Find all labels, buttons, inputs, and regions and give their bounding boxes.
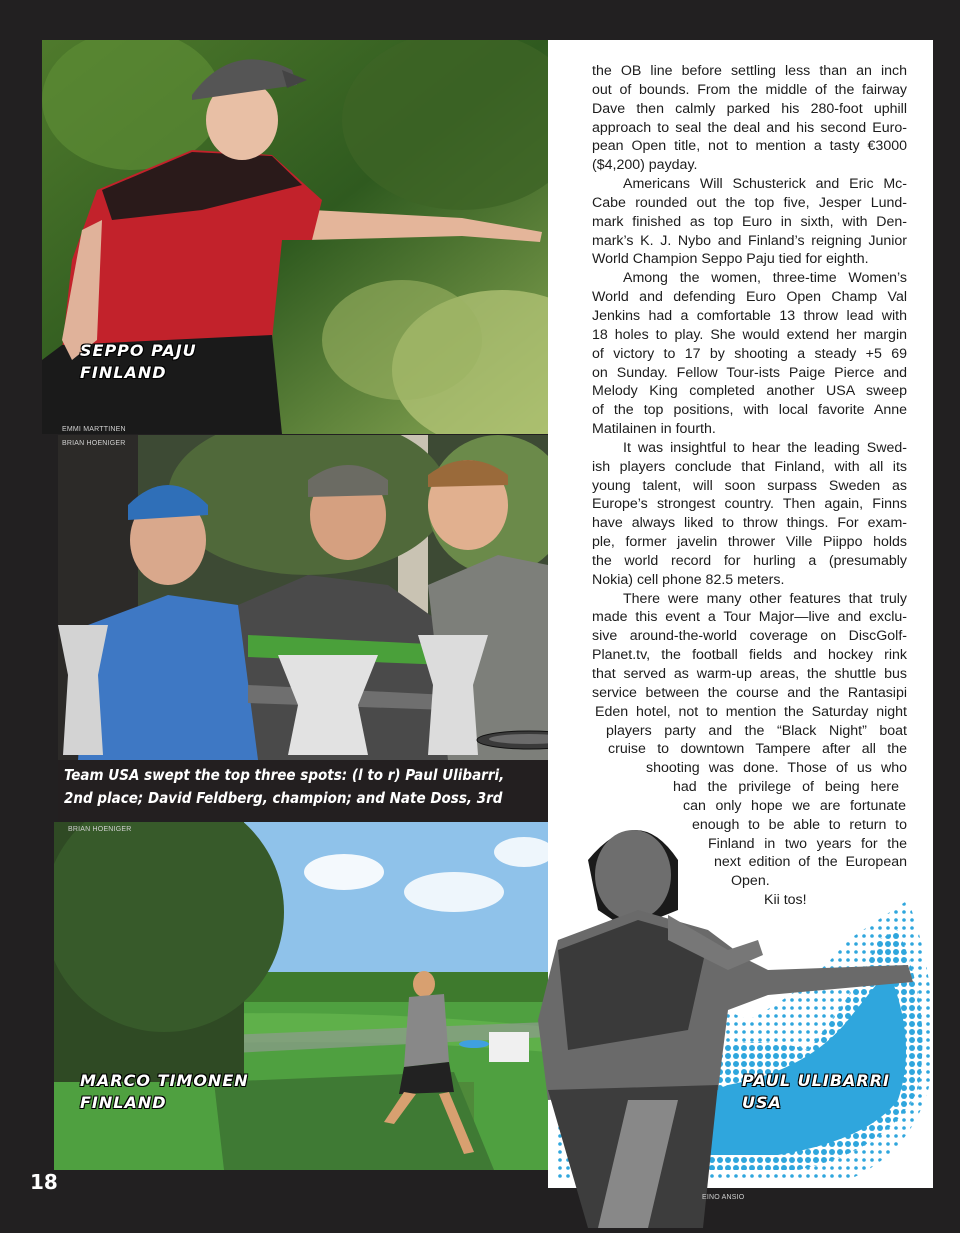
article-line: can only hope we are fortunate <box>683 797 906 814</box>
article-line: out of bounds. From the middle of the fairway <box>592 81 907 98</box>
article-line: next edition of the European <box>714 854 907 871</box>
article-line: on Sunday. Fellow Tour-ists Paige Pierce and <box>592 364 907 381</box>
team-usa-caption <box>58 760 548 820</box>
article-line: sive around-the-world coverage on DiscGolf- <box>592 628 907 645</box>
photo-credit-halftone: EINO ANSIO <box>702 1194 745 1201</box>
article-line: World Champion Seppo Paju tied for eighth. <box>592 251 869 268</box>
photo-team-usa-podium <box>58 435 548 760</box>
article-line: enough to be able to return to <box>692 816 907 833</box>
article-line: Nokia) cell phone 82.5 meters. <box>592 571 785 588</box>
article-line: Europe’s strongest country. Then again, Finns <box>592 496 907 513</box>
article-line: 18 holes to play. She would extend her margin <box>592 326 907 343</box>
article-line: young talent, will soon surpass Sweden as <box>592 477 907 494</box>
marco-timonen-caption <box>80 1070 249 1114</box>
photo-credit-top: EMMI MARTTINEN <box>62 426 126 433</box>
page-number: 18 <box>30 1170 58 1194</box>
article-line: of victory to 17 by shooting a steady +5 69 <box>592 345 907 362</box>
article-body <box>592 62 907 910</box>
article-line: approach to seal the deal and his second Euro- <box>592 119 907 136</box>
article-line: service between the course and the Rantasipi <box>592 684 907 701</box>
team-caption-line2: 2nd place; David Feldberg, champion; and Nate Doss, 3rd <box>64 789 503 807</box>
article-line: Open. <box>731 873 770 890</box>
article-line: ple, former javelin thrower Ville Piippo holds <box>592 534 907 551</box>
photo-credit-bottom: BRIAN HOENIGER <box>68 826 132 833</box>
article-line: ish players conclude that Finland, with all its <box>592 458 907 475</box>
article-line: cruise to downtown Tampere after all the <box>608 741 907 758</box>
article-line: mark’s K. J. Nybo and Finland’s reigning Junior <box>592 232 907 249</box>
article-line: World and defending Euro Open Champ Val <box>592 289 907 306</box>
article-line: pean Open title, not to mention a tasty €3000 <box>592 138 907 155</box>
article-line: players party and the “Black Night” boat <box>606 722 907 739</box>
photo-marco-timonen <box>54 822 548 1170</box>
article-line: Jenkins had a comfortable 13 throw lead with <box>592 307 907 324</box>
article-line: the world record for hurling a (presumably <box>592 552 907 569</box>
paul-ulibarri-country: USA <box>742 1093 782 1112</box>
article-line: that served as warm-up areas, the shuttle bus <box>592 666 907 682</box>
marco-timonen-name: MARCO TIMONEN <box>80 1071 249 1090</box>
paul-ulibarri-name: PAUL ULIBARRI <box>742 1071 890 1090</box>
article-line: made this event a Tour Major—live and exclu- <box>592 609 907 626</box>
article-line: It was insightful to hear the leading Swed- <box>623 439 907 456</box>
article-line: Eden hotel, not to mention the Saturday night <box>595 703 907 720</box>
article-line: Dave then calmly parked his 280-foot uphill <box>592 100 907 117</box>
paul-ulibarri-caption <box>742 1070 890 1114</box>
article-line: Americans Will Schusterick and Eric Mc- <box>623 176 907 193</box>
article-line: Kii tos! <box>764 892 807 909</box>
seppo-paju-caption <box>80 340 197 384</box>
seppo-paju-country: FINLAND <box>80 363 167 382</box>
article-line: Cabe rounded out the top five, Jesper Lund- <box>592 194 907 211</box>
article-line: Melody King completed another USA sweep <box>592 383 907 400</box>
article-line: have always liked to throw things. For exam- <box>592 515 907 532</box>
article-line: Matilainen in fourth. <box>592 421 716 438</box>
team-caption-line1: Team USA swept the top three spots: (l to r) Paul Ulibarri, <box>64 766 505 784</box>
article-line: Among the women, three-time Women’s <box>623 270 907 287</box>
marco-timonen-country: FINLAND <box>80 1093 167 1112</box>
article-line: ($4,200) payday. <box>592 157 698 174</box>
photo-credit-middle: BRIAN HOENIGER <box>62 440 126 447</box>
article-line: mark finished as top Euro in sixth, with Den- <box>592 213 907 230</box>
article-line: the OB line before settling less than an inch <box>592 63 907 79</box>
article-line: Planet.tv, the football fields and hockey rink <box>592 647 907 664</box>
article-line: There were many other features that truly <box>623 590 907 607</box>
seppo-paju-name: SEPPO PAJU <box>80 341 197 360</box>
article-line: shooting was done. Those of us who <box>646 760 907 777</box>
article-line: had the privilege of being here <box>673 779 899 796</box>
article-line: of the top positions, with local favorite Anne <box>592 402 907 419</box>
article-line: Finland in two years for the <box>708 835 907 852</box>
